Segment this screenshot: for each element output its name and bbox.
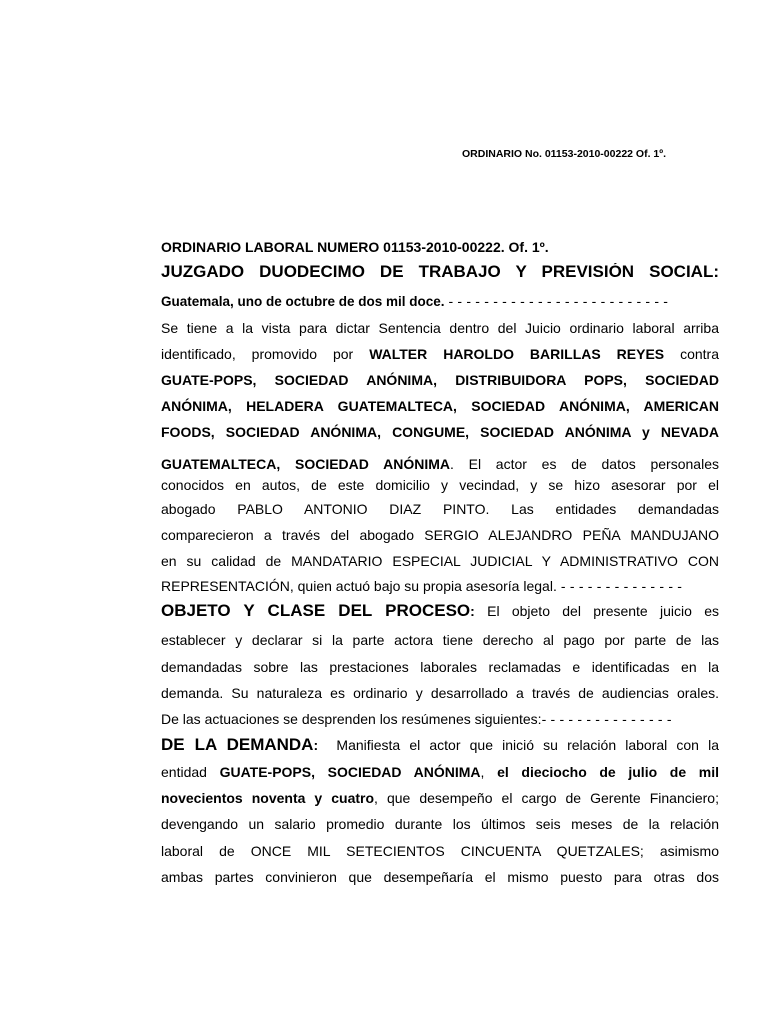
- objeto-line-3: demandadas sobre las prestaciones laborales reclamadas e identificadas en la: [161, 659, 719, 675]
- court-name: JUZGADO DUODECIMO DE TRABAJO Y PREVISIÓN SOCIAL:: [161, 263, 719, 281]
- heading-colon: :: [470, 603, 475, 619]
- demanda-line-2: [161, 763, 719, 781]
- company-name: GUATE-POPS, SOCIEDAD ANÓNIMA: [219, 764, 481, 780]
- body-text: De las actuaciones se desprenden los resúmenes siguientes:: [161, 711, 542, 727]
- body-line-1: Se tiene a la vista para dictar Sentencia dentro del Juicio ordinario laboral arriba: [161, 320, 719, 336]
- body-text: ,: [480, 764, 498, 780]
- objeto-line-2: establecer y declarar si la parte actora tiene derecho al pago por parte de las: [161, 632, 719, 648]
- case-title: ORDINARIO LABORAL NUMERO 01153-2010-00222. Of. 1º.: [161, 239, 549, 255]
- body-text: , que desempeño el cargo de Gerente Financiero;: [374, 790, 719, 806]
- body-line-11: [161, 577, 719, 595]
- objeto-line-1: [161, 602, 719, 620]
- objeto-line-4: demanda. Su naturaleza es ordinario y desarrollado a través de audiencias orales.: [161, 685, 719, 701]
- date-text: Guatemala, uno de octubre de dos mil doce.: [161, 294, 445, 309]
- body-text: Manifiesta el actor que inició su relación laboral con la: [318, 737, 719, 753]
- date-line: [161, 292, 719, 311]
- objeto-heading: OBJETO Y CLASE DEL PROCESO: [161, 602, 471, 620]
- defendants-line-2: ANÓNIMA, HELADERA GUATEMALTECA, SOCIEDAD ANÓNIMA, AMERICAN: [161, 398, 719, 414]
- body-text: El objeto del presente juicio es: [474, 603, 719, 619]
- demanda-line-1: [161, 736, 719, 754]
- dashes: - - - - - - - - - - - - - - -: [541, 711, 672, 727]
- defendant-name: GUATEMALTECA, SOCIEDAD ANÓNIMA: [161, 456, 450, 472]
- case-reference-header: ORDINARIO No. 01153-2010-00222 Of. 1º.: [462, 148, 667, 160]
- body-line-8: abogado PABLO ANTONIO DIAZ PINTO. Las entidades demandadas: [161, 501, 719, 517]
- body-line-10: en su calidad de MANDATARIO ESPECIAL JUDICIAL Y ADMINISTRATIVO CON: [161, 553, 719, 569]
- body-line-2: [161, 345, 719, 363]
- body-line-7: conocidos en autos, de este domicilio y vecindad, y se hizo asesorar por el: [161, 477, 719, 493]
- body-text: . El actor es de datos personales: [449, 456, 719, 472]
- body-text: contra: [664, 346, 719, 362]
- demanda-line-4: devengando un salario promedio durante los últimos seis meses de la relación: [161, 816, 719, 832]
- objeto-line-5: [161, 710, 719, 728]
- body-text: REPRESENTACIÓN, quien actuó bajo su propia asesoría legal.: [161, 578, 557, 594]
- body-text: entidad: [161, 764, 220, 780]
- start-date: el dieciocho de julio de mil: [497, 764, 719, 780]
- demanda-line-3: [161, 789, 719, 807]
- defendants-line-1: GUATE-POPS, SOCIEDAD ANÓNIMA, DISTRIBUIDORA POPS, SOCIEDAD: [161, 372, 719, 388]
- body-line-9: comparecieron a través del abogado SERGIO ALEJANDRO PEÑA MANDUJANO: [161, 527, 719, 543]
- demanda-line-6: ambas partes convinieron que desempeñaría el mismo puesto para otras dos: [161, 869, 719, 885]
- demanda-heading: DE LA DEMANDA: [161, 736, 314, 754]
- plaintiff-name: WALTER HAROLDO BARILLAS REYES: [369, 346, 665, 362]
- defendants-line-3: FOODS, SOCIEDAD ANÓNIMA, CONGUME, SOCIEDAD ANÓNIMA y NEVADA: [161, 424, 719, 440]
- demanda-line-5: laboral de ONCE MIL SETECIENTOS CINCUENTA QUETZALES; asimismo: [161, 843, 719, 859]
- start-date-continued: novecientos noventa y cuatro: [161, 790, 375, 806]
- dashes: - - - - - - - - - - - - - -: [556, 578, 683, 594]
- date-dashes: - - - - - - - - - - - - - - - - - - - - - - - - -: [448, 293, 669, 309]
- body-line-6: [161, 455, 719, 473]
- heading-colon: :: [313, 737, 319, 753]
- body-text: identificado, promovido por: [161, 346, 370, 362]
